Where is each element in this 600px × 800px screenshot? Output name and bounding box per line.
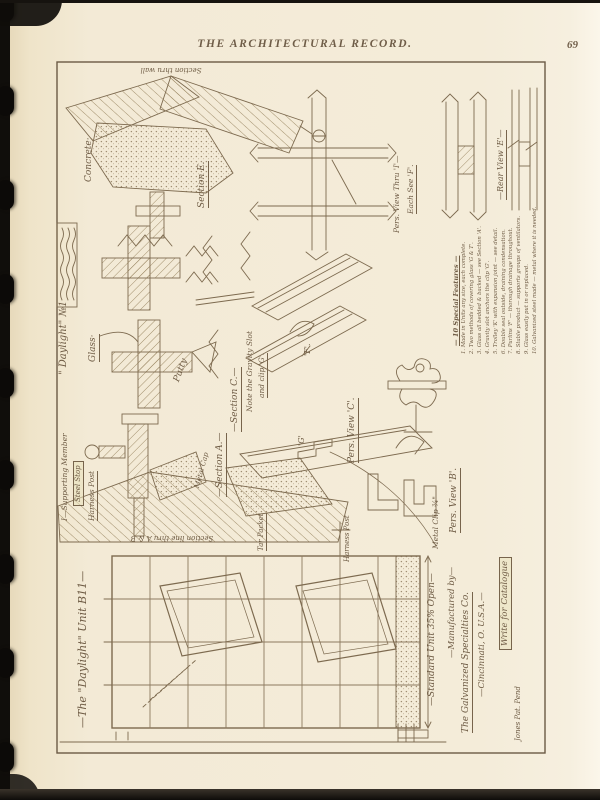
label-putty: Putty: [172, 357, 190, 384]
label-section-line: Section line thru A & B: [130, 534, 214, 542]
label-pers-view-thru: Pers. View Thru 'I'—: [392, 155, 401, 233]
label-tar-packet: Tar Packet: [257, 513, 265, 551]
special-features-heading: — 10 Special Features —: [452, 255, 460, 346]
label-unit-name: —The "Daylight" Unit B11—: [76, 570, 89, 728]
label-metal-cap: Metal Cap: [193, 451, 211, 490]
label-pers-view-c: Pers. View 'C'.: [347, 397, 357, 463]
feature-item: 2. Two methods of covering glass 'G & T'.: [468, 242, 475, 354]
feature-item: 7. Purlins 'F' — thorough drainage throughout.: [508, 227, 515, 354]
label-f-mark: 'F'.: [303, 343, 312, 356]
label-patent: Jones Pat. Pend: [514, 686, 522, 741]
bar-profiles-sketch: [442, 88, 537, 220]
label-metal-clip: Metal Clip ¾": [431, 496, 440, 549]
feature-item: 10. Galvanized steel made — metal where it is needed.: [532, 206, 539, 354]
label-section-a: —Section A.—: [215, 432, 225, 497]
label-city: —Cincinnati, O. U.S.A.—: [477, 592, 487, 697]
label-harness-post: Harness Post: [87, 470, 96, 521]
special-features-list: [452, 202, 546, 354]
label-concrete: Concrete·: [84, 137, 94, 182]
label-top-note: Section thru wall: [140, 66, 202, 74]
feature-item: 6. Double seal outside, draining condensation.: [500, 229, 507, 354]
feature-item: 1. Made in Units any size, each complete.: [461, 241, 467, 354]
label-section-e: Section E.: [197, 161, 207, 208]
label-steel-stop: Steel Stop: [73, 461, 84, 506]
label-gravity-note-2: and clip 'G'.: [257, 352, 266, 398]
label-glass: Glass·: [88, 334, 98, 362]
stamp-box-sketch: [57, 223, 77, 307]
label-manufactured-by: —Manufactured by—: [447, 566, 457, 658]
feature-item: 3. Glass all bedded & backed — see Section 'A'.: [476, 226, 483, 354]
label-each-see-f: Each See 'F'.: [406, 164, 415, 214]
label-standard-unit: —Standard Unit 35% Open—: [427, 573, 437, 706]
page-number: 69: [567, 39, 578, 51]
page-title: THE ARCHITECTURAL RECORD.: [197, 38, 413, 50]
label-g-mark: 'G': [297, 435, 306, 446]
label-pers-view-b: Pers. View 'B'.: [449, 467, 459, 533]
feature-item: 4. Gravity slot anchors the clip 'G'.: [484, 260, 491, 354]
feature-item: 9. Glass easily put in or replaced.: [524, 264, 531, 354]
label-section-c: —Section C.—: [230, 367, 240, 432]
label-company: The Galvanized Specialties Co.: [461, 592, 471, 733]
label-gravity-note-1: Note the Gravity Slot: [245, 331, 254, 412]
unit-plan-sketch: [60, 556, 446, 742]
feature-item: 5. Trolley 'K' with expansion joint — see detail.: [492, 227, 499, 354]
label-write-catalogue: Write for Catalogue: [499, 557, 512, 650]
feature-item: 8. Stable product — supports groups of ventilators.: [516, 215, 523, 354]
roof-section-sketch: [66, 76, 303, 246]
label-rear-view-e: —Rear View 'E'—: [496, 129, 505, 200]
label-supporting-member: I—Supporting Member: [60, 433, 69, 521]
finial-detail-sketch: [388, 359, 446, 432]
label-harness-post-2: Harness Post: [343, 515, 351, 562]
label-daylight-no1: " Daylight" №1: [58, 300, 69, 375]
